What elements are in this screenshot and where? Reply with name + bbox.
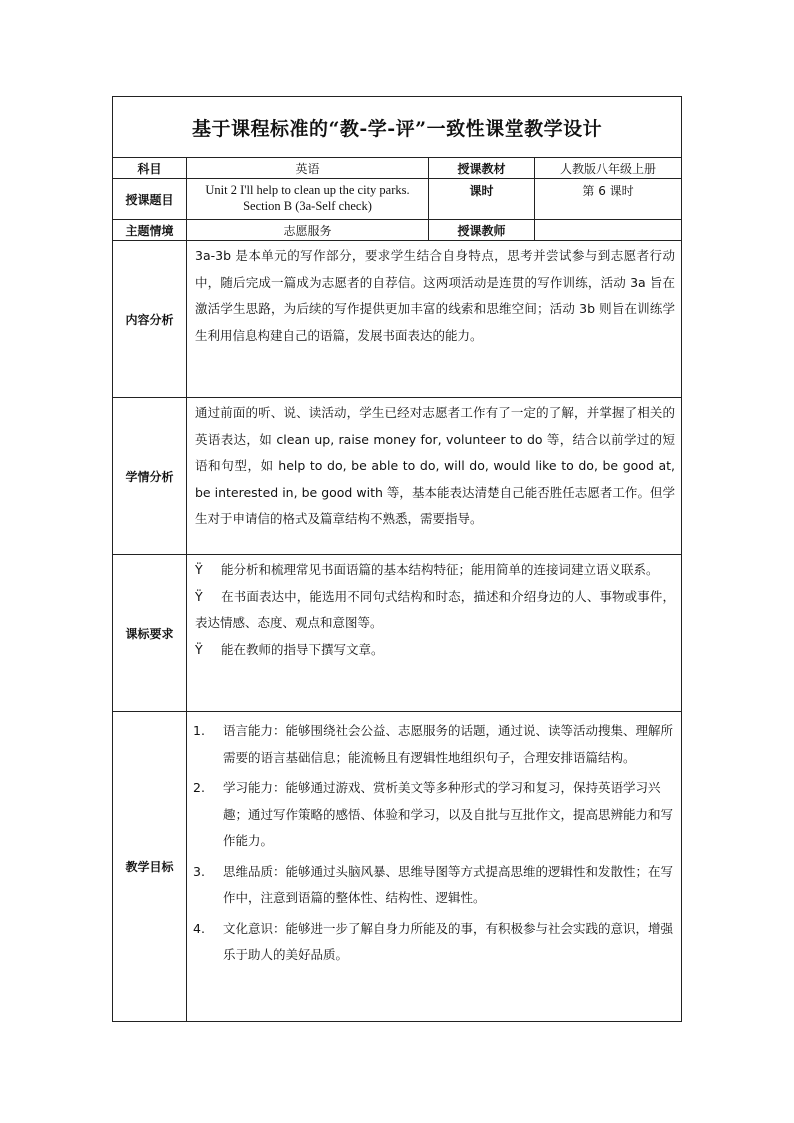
learner-analysis-label: 学情分析 [113, 398, 187, 555]
learner-analysis-text: 通过前面的听、说、读活动，学生已经对志愿者工作有了一定的了解，并掌握了相关的英语表达，如 clean up, raise money for, volunteer to do 等，结合以前学过的短语和句型，如 help to do, be able to do, will do, would like to do, be good at, be interested in, be good with 等，基本能表达清楚自己能否胜任志愿者工作。但学生对于申请信的格式及篇章结构不熟悉，需要指导。 [187, 398, 682, 555]
theme-row [113, 220, 682, 241]
objective-number: 3. [193, 863, 205, 879]
standards-item: Ÿ 能分析和梳理常见书面语篇的基本结构特征；能用简单的连接词建立语义联系。 [195, 557, 675, 584]
objective-text: 学习能力：能够通过游戏、赏析美文等多种形式的学习和复习，保持英语学习兴趣；通过写作策略的感悟、体验和学习，以及自批与互批作文，提高思辨能力和写作能力。 [223, 780, 674, 848]
objective-text: 语言能力：能够围绕社会公益、志愿服务的话题，通过说、读等活动搜集、理解所需要的语言基础信息；能流畅且有逻辑性地组织句子，合理安排语篇结构。 [223, 723, 674, 765]
standards-list [187, 555, 682, 712]
objectives-row [113, 712, 682, 1022]
objective-number: 4. [193, 920, 205, 936]
lesson-plan-document [112, 96, 681, 1022]
content-analysis-text: 3a-3b 是本单元的写作部分，要求学生结合自身特点，思考并尝试参与到志愿者行动中，随后完成一篇成为志愿者的自荐信。这两项活动是连贯的写作训练，活动 3a 旨在激活学生思路，为后续的写作提供更加丰富的线索和思维空间；活动 3b 则旨在训练学生利用信息构建自己的语篇，发展书面表达的能力。 [187, 241, 682, 398]
topic-label: 授课题目 [113, 179, 187, 220]
topic-line-1: Unit 2 I'll help to clean up the city parks. [205, 183, 410, 197]
content-analysis-label: 内容分析 [113, 241, 187, 398]
teacher-value [535, 220, 682, 241]
objective-item [193, 775, 675, 855]
learner-analysis-row [113, 398, 682, 555]
objective-text: 思维品质：能够通过头脑风暴、思维导图等方式提高思维的逻辑性和发散性；在写作中，注意到语篇的整体性、结构性、逻辑性。 [223, 863, 674, 905]
subject-row [113, 158, 682, 179]
objectives-label: 教学目标 [113, 712, 187, 1022]
document-title: 基于课程标准的“教-学-评”一致性课堂教学设计 [113, 97, 682, 158]
subject-label: 科目 [113, 158, 187, 179]
theme-value: 志愿服务 [187, 220, 429, 241]
objective-number: 2. [193, 780, 205, 795]
bullet-icon: Ÿ [195, 588, 203, 604]
standards-row [113, 555, 682, 712]
title-row [113, 97, 682, 158]
subject-value: 英语 [187, 158, 429, 179]
period-value: 第 6 课时 [535, 179, 682, 220]
objective-item [193, 718, 675, 771]
content-analysis-row [113, 241, 682, 398]
lesson-plan-table [112, 96, 682, 1022]
teacher-label: 授课教师 [429, 220, 535, 241]
bullet-icon: Ÿ [195, 641, 203, 657]
topic-line-2: Section B (3a-Self check) [243, 199, 372, 213]
theme-label: 主题情境 [113, 220, 187, 241]
bullet-icon: Ÿ [195, 562, 203, 577]
objective-text: 文化意识：能够进一步了解自身力所能及的事，有积极参与社会实践的意识，增强乐于助人的美好品质。 [223, 920, 674, 962]
objective-item [193, 859, 675, 912]
textbook-value: 人教版八年级上册 [535, 158, 682, 179]
textbook-label: 授课教材 [429, 158, 535, 179]
topic-value [187, 179, 429, 220]
objective-number: 1. [193, 723, 205, 738]
topic-row [113, 179, 682, 220]
objectives-list [187, 712, 682, 1022]
objective-item [193, 916, 675, 969]
standards-item: Ÿ 能在教师的指导下撰写文章。 [195, 637, 675, 664]
standards-label: 课标要求 [113, 555, 187, 712]
standards-item: Ÿ 在书面表达中，能选用不同句式结构和时态，描述和介绍身边的人、事物或事件，表达情感、态度、观点和意图等。 [195, 584, 675, 637]
period-label: 课时 [429, 179, 535, 220]
